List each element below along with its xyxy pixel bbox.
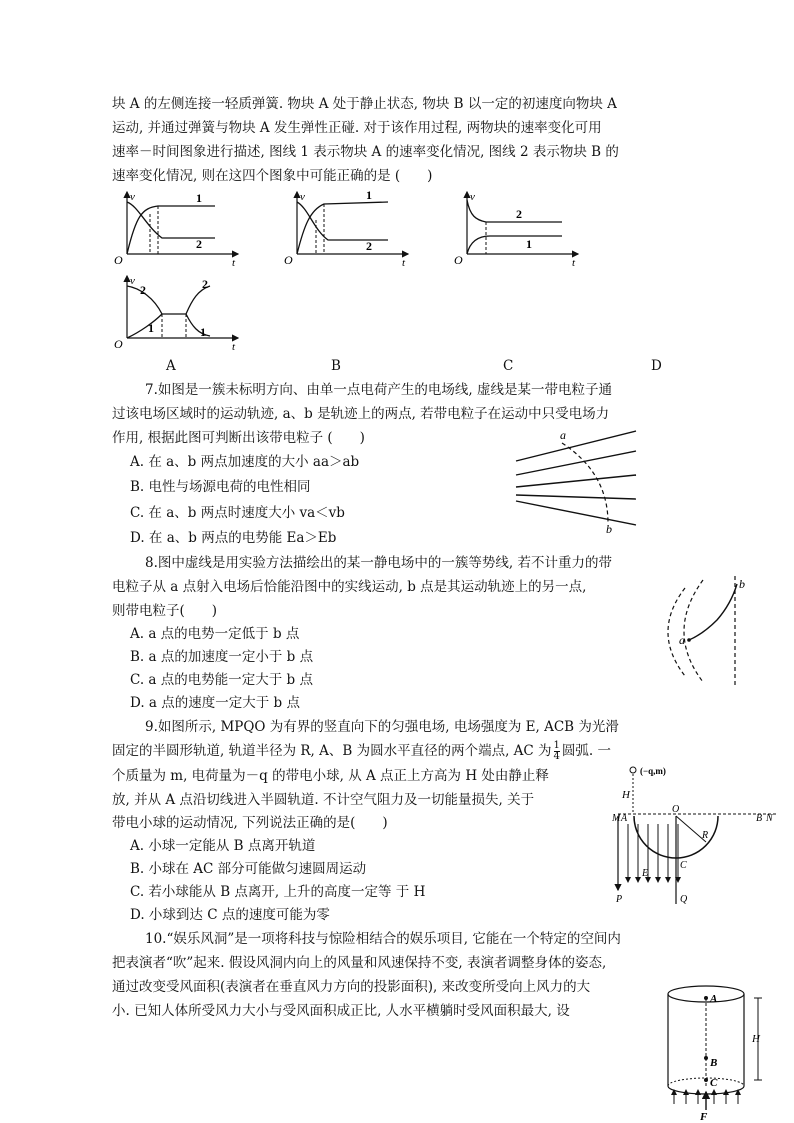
intro-line-2: 运动, 并通过弹簧与物块 A 发生弹性正碰. 对于该作用过程, 两物块的速率变化可用 [112,120,602,136]
graph-b-top-label: 1 [366,188,372,202]
graph-c [454,191,578,269]
axis-t-label: t [402,257,406,269]
origin-label: O [114,337,123,351]
q10-figure [660,980,770,1120]
graph-a [114,191,238,269]
axis-v-label: v [130,275,135,287]
q9-fraction [554,741,560,762]
q9-option-c[interactable]: C. 若小球能从 B 点离开, 上升的高度一定等 于 H [130,884,426,900]
q9-frac-num: 1 [553,740,560,751]
q7-option-b[interactable]: B. 电性与场源电荷的电性相同 [130,479,311,495]
q9-C-label: C [680,860,687,871]
graph-b [284,188,408,269]
q8-option-c[interactable]: C. a 点的电势能一定大于 b 点 [130,672,313,688]
graph-d-middle-label: 1 [148,321,154,335]
graph-d-left-top-label: 2 [140,283,146,297]
origin-label: O [454,253,463,267]
axis-v-label: v [470,191,475,203]
q8-option-a[interactable]: A. a 点的电势一定低于 b 点 [130,626,300,642]
q8-stem-1: 8.图中虚线是用实验方法描绘出的某一静电场中的一簇等势线, 若不计重力的带 [145,555,612,571]
q10-B-label: B [710,1057,718,1069]
line-2 [127,202,215,238]
axis-v-label: v [300,191,305,203]
q9-stem-5: 带电小球的运动情况, 下列说法正确的是( ) [112,815,388,831]
axis-t-label: t [572,257,576,269]
q7-stem-1: 7.如图是一簇未标明方向、由单一点电荷产生的电场线, 虚线是某一带电粒子通 [145,382,612,398]
q10-A-label: A [710,993,718,1005]
q8-option-b[interactable]: B. a 点的加速度一定小于 b 点 [130,649,314,665]
q7-point-b: b [606,522,612,535]
choice-label-c[interactable]: C [503,358,514,374]
origin-label: O [284,253,293,267]
q9-H-label: H [622,789,630,801]
q8-point-a: a [679,633,685,647]
q7-point-a: a [560,428,566,442]
q7-stem-3: 作用, 根据此图可判断出该带电粒子 ( ) [112,430,365,446]
q9-A-label: A [621,813,628,824]
intro-line-1: 块 A 的左侧连接一轻质弹簧. 物块 A 处于静止状态, 物块 B 以一定的初速度向物块 A [112,96,617,112]
q10-stem-1: 10.“娱乐风洞”是一项将科技与惊险相结合的娱乐项目, 它能在一个特定的空间内 [145,931,621,947]
intro-line-4: 速率变化情况, 则在这四个图象中可能正确的是 ( ) [112,168,433,184]
q9-B-label: B [756,813,763,824]
q9-P-label: P [616,894,623,905]
q7-stem-2: 过该电场区域时的运动轨迹, a、b 是轨迹上的两点, 若带电粒子在运动中只受电场力 [112,406,610,422]
choice-label-d[interactable]: D [651,358,662,374]
q9-stem-1: 9.如图所示, MPQO 为有界的竖直向下的匀强电场, 电场强度为 E, ACB 为光滑 [145,719,619,735]
choice-label-a[interactable]: A [166,358,176,374]
q9-figure [612,764,782,909]
q9-stem-2 [112,741,611,762]
q8-stem-2: 电粒子从 a 点射入电场后恰能沿图中的实线运动, b 点是其运动轨迹上的另一点, [112,579,587,595]
graph-c-bottom-label: 1 [526,237,532,251]
graph-d [114,275,238,353]
q9-frac-den: 4 [553,751,560,762]
q9-O-label: O [672,804,680,815]
q8-point-b: b [739,577,745,591]
origin-label: O [114,253,123,267]
q9-option-b[interactable]: B. 小球在 AC 部分可能做匀速圆周运动 [130,861,367,877]
q10-F-label: F [700,1111,708,1120]
q10-stem-4: 小. 已知人体所受风力大小与受风面积成正比, 人水平横躺时受风面积最大, 设 [112,1003,570,1019]
q7-option-a[interactable]: A. 在 a、b 两点加速度的大小 aa＞ab [130,454,360,470]
q10-H-label: H [752,1033,760,1045]
graph-d-right-bottom-label: 1 [200,325,206,339]
graph-b-bottom-label: 2 [366,239,372,253]
q7-option-c[interactable]: C. 在 a、b 两点时速度大小 va＜vb [130,505,345,521]
q7-figure [510,425,640,535]
q7-option-d[interactable]: D. 在 a、b 两点的电势能 Ea＞Eb [130,530,337,546]
intro-line-3: 速率－时间图象进行描述, 图线 1 表示物块 A 的速率变化情况, 图线 2 表示物块 B 的 [112,144,619,160]
q9-E-label: E [642,868,649,879]
q9-stem-3: 个质量为 m, 电荷量为－q 的带电小球, 从 A 点正上方高为 H 处由静止释 [112,768,549,784]
q9-M-label: M [612,813,621,824]
q9-stem-2a: 固定的半圆形轨道, 轨道半径为 R, A、B 为圆水平直径的两个端点, AC 为 [112,743,552,759]
graph-c-top-label: 2 [516,207,522,221]
q9-charge-label: (−q,m) [640,766,666,776]
q9-R-label: R [702,830,709,841]
q9-option-a[interactable]: A. 小球一定能从 B 点离开轨道 [130,838,316,854]
graph-d-right-top-label: 2 [202,277,208,291]
axis-t-label: t [232,341,236,353]
q6-graphs [110,186,670,376]
q9-Q-label: Q [680,894,688,905]
q10-C-label: C [710,1077,718,1089]
graph-a-top-label: 1 [196,191,202,205]
q9-N-label: N [766,813,773,824]
choice-label-b[interactable]: B [331,358,341,374]
q10-stem-3: 通过改变受风面积(表演者在垂直风力方向的投影面积), 来改变所受向上风力的大 [112,979,591,995]
q10-stem-2: 把表演者“吹”起来. 假设风洞内向上的风量和风速保持不变, 表演者调整身体的姿态, [112,955,607,971]
q9-stem-4: 放, 并从 A 点沿切线进入半圆轨道. 不计空气阻力及一切能量损失, 关于 [112,792,535,808]
q8-figure [655,576,755,686]
q9-option-d[interactable]: D. 小球到达 C 点的速度可能为零 [130,907,330,923]
graph-a-bottom-label: 2 [196,237,202,251]
q8-stem-3: 则带电粒子( ) [112,603,218,619]
axis-t-label: t [232,257,236,269]
q9-stem-2b: 圆弧. 一 [561,743,612,759]
q8-option-d[interactable]: D. a 点的速度一定大于 b 点 [130,695,300,711]
axis-v-label: v [130,191,135,203]
